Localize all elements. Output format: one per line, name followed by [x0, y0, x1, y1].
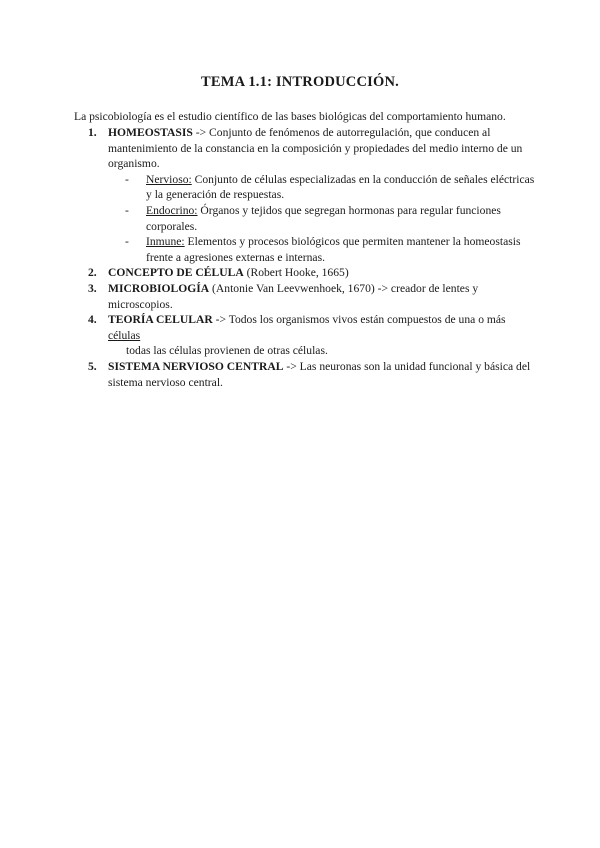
intro-paragraph: La psicobiología es el estudio científico de las bases biológicas del comportamiento humano. [74, 110, 506, 123]
dash-bullet: - [125, 203, 129, 217]
list-item-homeostasis [88, 125, 538, 172]
page-title: TEMA 1.1: INTRODUCCIÓN. [201, 74, 399, 90]
sub-item-label: Endocrino: [146, 203, 198, 217]
list-item-sistema-nervioso [88, 359, 538, 390]
item-text: (Antonie Van Leevwenhoek, 1670) -> creador de lentes y microscopios. [108, 281, 479, 311]
item-number: 5. [88, 359, 97, 373]
item-number: 1. [88, 126, 97, 139]
list-item-concepto-celula [88, 265, 538, 281]
dash-bullet: - [125, 235, 129, 249]
sub-item-text: Elementos y procesos biológicos que permiten mantener la homeostasis frente a agresiones externas e internas. [146, 235, 521, 264]
item-heading: CONCEPTO DE CÉLULA [108, 266, 244, 280]
underlined-word: células [108, 328, 141, 342]
teoria-celular-continuation: todas las células provienen de otras células. [126, 344, 328, 358]
item-text: (Robert Hooke, 1665) [243, 266, 349, 280]
item-number: 2. [88, 266, 97, 280]
list-item-microbiologia [88, 281, 538, 312]
list-item-teoria-celular [88, 312, 538, 343]
sub-item-endocrino [88, 203, 538, 234]
item-number: 3. [88, 281, 97, 295]
sub-item-label: Inmune: [146, 235, 185, 249]
sub-item-inmune [88, 234, 538, 265]
sub-item-label: Nervioso: [146, 172, 192, 186]
item-heading: HOMEOSTASIS [108, 126, 193, 139]
sub-item-nervioso [88, 172, 538, 203]
topic-list [88, 125, 538, 390]
item-heading: SISTEMA NERVIOSO CENTRAL [108, 359, 284, 373]
dash-bullet: - [125, 172, 129, 186]
item-text: -> Conjunto de fenómenos de autorregulación, que conducen al mantenimiento de la constancia en la composición y propiedades del medio interno de un organismo. [108, 126, 523, 171]
sub-item-text: Conjunto de células especializadas en la conducción de señales eléctricas y la generación de respuestas. [146, 172, 535, 202]
item-text: -> Todos los organismos vivos están compuestos de una o más [212, 313, 506, 327]
item-text: -> Las neuronas son la unidad funcional y básica del sistema nervioso central. [108, 359, 531, 389]
sub-item-text: Órganos y tejidos que segregan hormonas para regular funciones corporales. [146, 203, 501, 233]
item-heading: TEORÍA CELULAR [108, 313, 213, 327]
item-heading: MICROBIOLOGÍA [108, 281, 210, 295]
item-number: 4. [88, 313, 97, 327]
